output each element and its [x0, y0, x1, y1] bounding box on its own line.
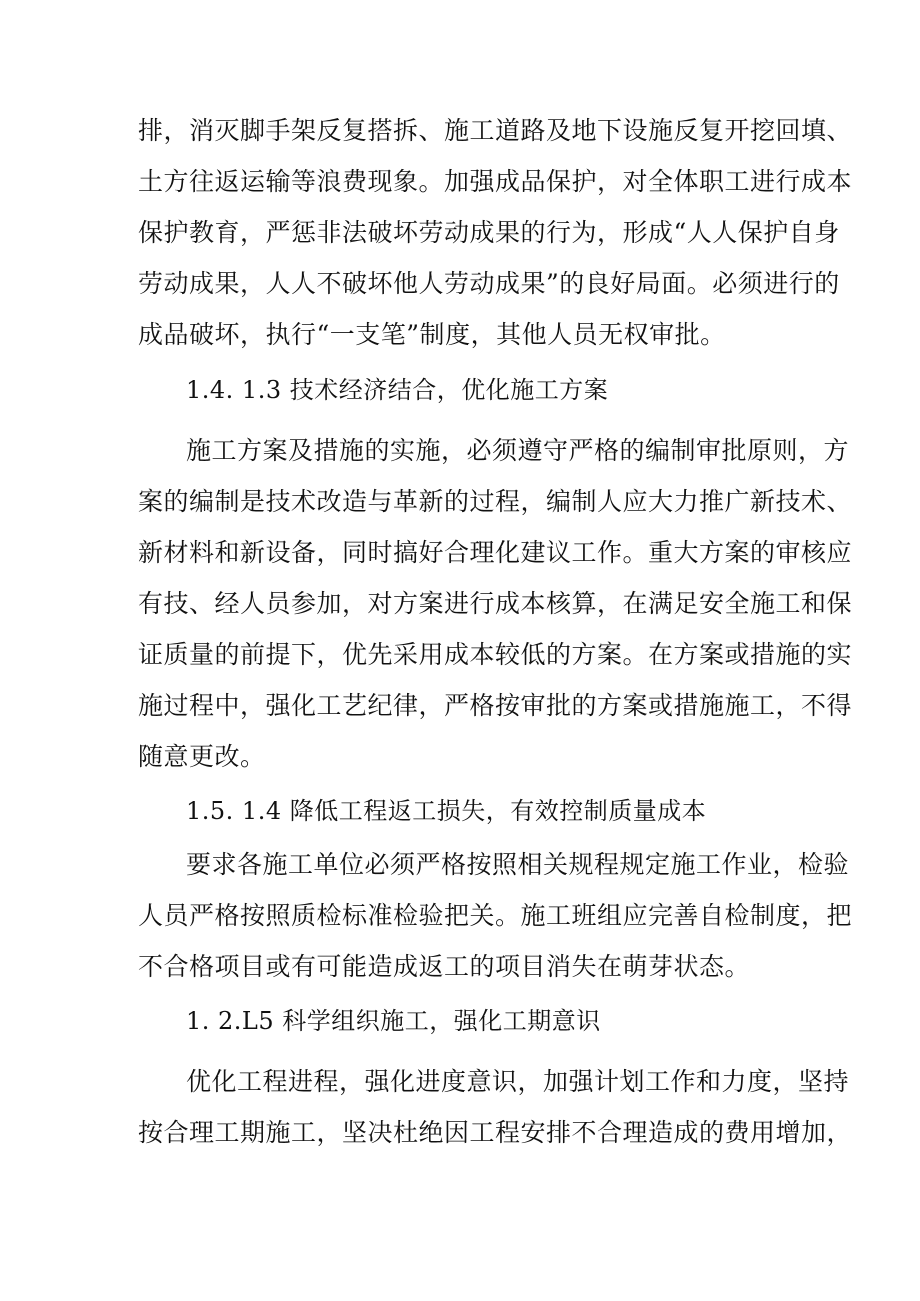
section-heading: 1.4. 1.3 技术经济结合，优化施工方案 [186, 376, 609, 404]
paragraph-line: 按合理工期施工，坚决杜绝因工程安排不合理造成的费用增加， [138, 1118, 853, 1147]
paragraph-line: 保护教育，严惩非法破坏劳动成果的行为，形成“人人保护自身 [138, 218, 840, 247]
paragraph-line: 证质量的前提下，优先采用成本较低的方案。在方案或措施的实 [138, 640, 853, 669]
paragraph-line: 有技、经人员参加，对方案进行成本核算，在满足安全施工和保 [138, 589, 853, 618]
paragraph-line: 优化工程进程，强化进度意识，加强计划工作和力度，坚持 [186, 1067, 850, 1096]
paragraph-line: 施工方案及措施的实施，必须遵守严格的编制审批原则，方 [186, 436, 850, 465]
paragraph-line: 施过程中，强化工艺纪律，严格按审批的方案或措施施工，不得 [138, 691, 853, 720]
paragraph-line: 人员严格按照质检标准检验把关。施工班组应完善自检制度，把 [138, 901, 853, 930]
paragraph-line: 新材料和新设备，同时搞好合理化建议工作。重大方案的审核应 [138, 538, 853, 567]
section-heading: 1. 2.L5 科学组织施工，强化工期意识 [186, 1007, 601, 1035]
section-heading: 1.5. 1.4 降低工程返工损失，有效控制质量成本 [186, 797, 707, 825]
paragraph-line: 劳动成果，人人不破坏他人劳动成果”的良好局面。必须进行的 [138, 269, 840, 298]
paragraph-line: 不合格项目或有可能造成返工的项目消失在萌芽状态。 [138, 952, 751, 981]
paragraph-line: 成品破坏，执行“一支笔”制度，其他人员无权审批。 [138, 320, 726, 349]
paragraph-line: 要求各施工单位必须严格按照相关规程规定施工作业，检验 [186, 850, 850, 879]
paragraph-line: 排，消灭脚手架反复搭拆、施工道路及地下设施反复开挖回填、 [138, 116, 853, 145]
paragraph-line: 随意更改。 [138, 742, 266, 771]
paragraph-line: 土方往返运输等浪费现象。加强成品保护，对全体职工进行成本 [138, 167, 853, 196]
paragraph-line: 案的编制是技术改造与革新的过程，编制人应大力推广新技术、 [138, 487, 853, 516]
